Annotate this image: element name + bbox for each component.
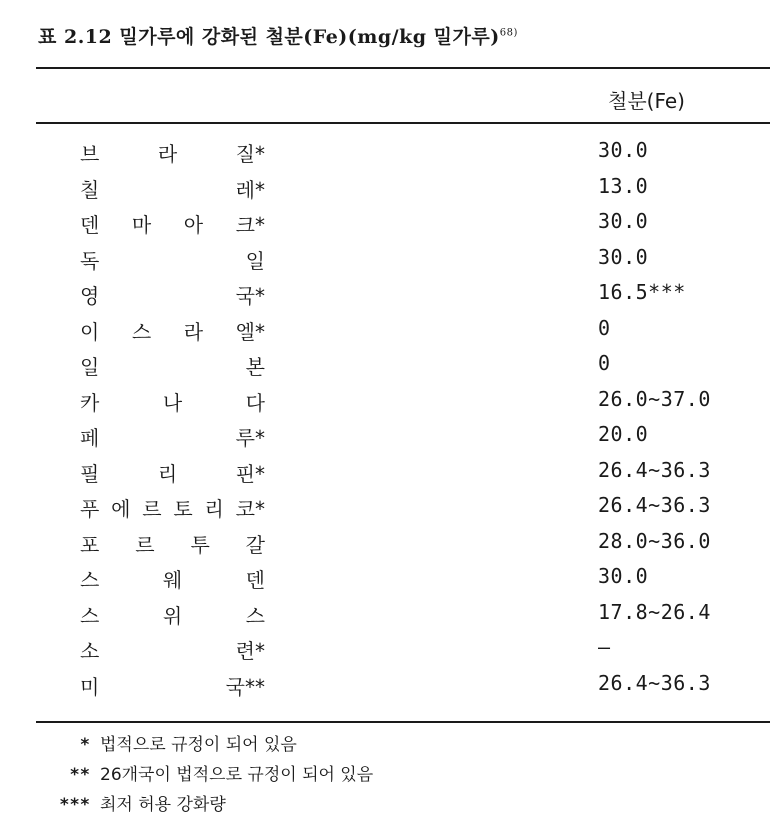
iron-value: 26.4~36.3 — [598, 670, 711, 695]
table-row — [0, 631, 776, 667]
iron-value: — — [598, 635, 611, 659]
table-row — [0, 205, 776, 241]
reference-superscript: 68) — [499, 27, 518, 39]
iron-value: 26.4~36.3 — [598, 493, 711, 517]
iron-value: 28.0~36.0 — [598, 528, 711, 553]
footnote-mark: * — [79, 735, 90, 755]
country-name: 영 국* — [80, 284, 265, 308]
table-row — [0, 667, 776, 703]
table-row — [0, 489, 776, 525]
country-name: 미 국** — [80, 674, 265, 699]
table-row — [0, 525, 776, 561]
table-row — [0, 134, 776, 170]
table-row — [0, 454, 776, 490]
table-row — [0, 418, 776, 454]
footnote-mark: ** — [69, 765, 90, 785]
iron-value: 30.0 — [598, 138, 649, 162]
footnote-text: 최저 허용 강화량 — [100, 795, 226, 815]
header-rule — [36, 122, 770, 124]
table-row — [0, 312, 776, 348]
country-name: 브 라 질* — [80, 142, 265, 166]
country-name: 소 련* — [80, 639, 265, 663]
bottom-rule — [36, 721, 770, 723]
iron-value: 30.0 — [598, 209, 649, 233]
country-name: 스 웨 덴 — [80, 568, 265, 592]
iron-value: 30.0 — [598, 244, 649, 269]
footnotes — [46, 730, 373, 820]
table-row — [0, 560, 776, 596]
top-rule — [36, 67, 770, 69]
iron-value: 20.0 — [598, 422, 649, 446]
table-title — [38, 22, 518, 49]
country-name: 독 일 — [80, 248, 265, 273]
footnote — [46, 730, 373, 760]
table-row — [0, 347, 776, 383]
iron-value: 26.4~36.3 — [598, 457, 711, 482]
iron-value: 0 — [598, 351, 611, 375]
iron-value: 17.8~26.4 — [598, 599, 711, 624]
table-row — [0, 276, 776, 312]
country-name: 스 위 스 — [80, 603, 265, 628]
country-name: 페 루* — [80, 426, 265, 450]
footnote-text: 법적으로 규정이 되어 있음 — [100, 735, 297, 755]
country-name: 푸 에 르 토 리 코* — [80, 497, 265, 521]
iron-value: 16.5*** — [598, 280, 686, 304]
country-name: 카 나 다 — [80, 390, 265, 415]
country-name: 이 스 라 엘* — [80, 319, 265, 344]
table-row — [0, 241, 776, 277]
country-name: 필 리 핀* — [80, 461, 265, 486]
iron-value: 30.0 — [598, 564, 649, 588]
table-row — [0, 596, 776, 632]
footnote-mark: *** — [59, 795, 90, 815]
iron-value: 13.0 — [598, 173, 649, 198]
table-body — [0, 134, 776, 702]
country-name: 일 본 — [80, 355, 265, 379]
iron-value: 26.0~37.0 — [598, 386, 711, 411]
footnote-text: 26개국이 법적으로 규정이 되어 있음 — [100, 765, 374, 785]
country-name: 포 르 투 갈 — [80, 532, 265, 557]
country-name: 덴 마 아 크* — [80, 213, 265, 237]
footnote — [46, 760, 373, 790]
iron-value: 0 — [598, 315, 611, 340]
table-row — [0, 383, 776, 419]
table-title-text: 표 2.12 밀가루에 강화된 철분(Fe)(mg/kg 밀가루) — [38, 26, 500, 48]
country-name: 칠 레* — [80, 177, 265, 202]
column-header-iron: 철분(Fe) — [608, 89, 685, 113]
table-row — [0, 170, 776, 206]
footnote — [46, 790, 373, 820]
